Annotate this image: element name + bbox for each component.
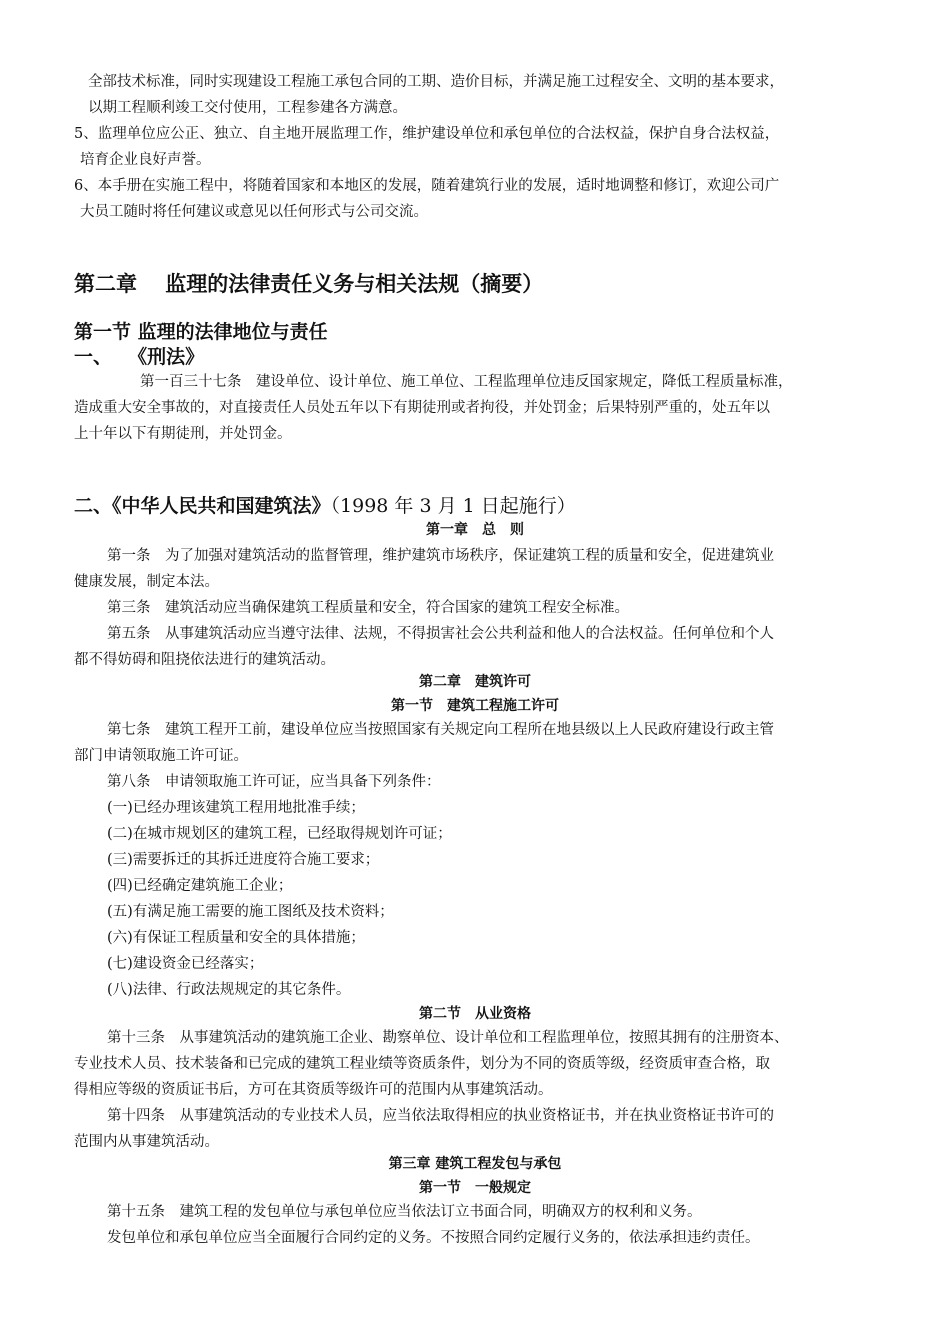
condition-item: (三)需要拆迁的其拆迁进度符合施工要求； [107,852,380,868]
building-law-title: 二、《中华人民共和国建筑法》 [74,495,331,517]
article-line: 第七条 建筑工程开工前，建设单位应当按照国家有关规定向工程所在地县级以上人民政府建设行政主管 [107,722,774,738]
article-line: 第一条 为了加强对建筑活动的监督管理，维护建筑市场秩序，保证建筑工程的质量和安全，促进建筑业 [107,548,774,564]
condition-item: (二)在城市规划区的建筑工程，已经取得规划许可证； [107,826,452,842]
article-line: 得相应等级的资质证书后，方可在其资质等级许可的范围内从事建筑活动。 [74,1082,553,1098]
article-line: 范围内从事建筑活动。 [74,1134,219,1150]
article-line: 都不得妨碍和阻挠依法进行的建筑活动。 [74,652,335,668]
intro-line: 大员工随时将任何建议或意见以任何形式与公司交流。 [80,204,428,220]
chapter-title: 第二章 监理的法律责任义务与相关法规（摘要） [74,272,544,296]
section-title: 第一节 监理的法律地位与责任 [74,321,328,343]
condition-item: (一)已经办理该建筑工程用地批准手续； [107,800,365,816]
condition-item: (四)已经确定建筑施工企业； [107,878,293,894]
intro-line: 以期工程顺利竣工交付使用，工程参建各方满意。 [88,100,407,116]
criminal-article-line: 上十年以下有期徒刑，并处罚金。 [74,426,292,442]
intro-line: 培育企业良好声誉。 [80,152,211,168]
building-law-heading [74,494,576,518]
intro-item-5: 5、监理单位应公正、独立、自主地开展监理工作，维护建设单位和承包单位的合法权益，保护自身合法权益， [74,126,780,142]
section-heading: 第一节 建筑工程施工许可 [391,698,559,714]
condition-item: (五)有满足施工需要的施工图纸及技术资料； [107,904,394,920]
chapter-heading: 第三章 建筑工程发包与承包 [388,1156,562,1172]
article-line: 第三条 建筑活动应当确保建筑工程质量和安全，符合国家的建筑工程安全标准。 [107,600,629,616]
criminal-article-line: 第一百三十七条 建设单位、设计单位、施工单位、工程监理单位违反国家规定，降低工程质量标准， [140,374,793,390]
article-line: 发包单位和承包单位应当全面履行合同约定的义务。不按照合同约定履行义务的，依法承担违约责任。 [107,1230,760,1246]
article-line: 部门申请领取施工许可证。 [74,748,248,764]
article-line: 第五条 从事建筑活动应当遵守法律、法规，不得损害社会公共利益和他人的合法权益。任何单位和个人 [107,626,774,642]
chapter-heading: 第一章 总 则 [426,522,524,538]
criminal-law-heading: 一、 《刑法》 [74,346,205,368]
intro-item-6: 6、本手册在实施工程中，将随着国家和本地区的发展，随着建筑行业的发展，适时地调整和修订，欢迎公司广 [74,178,780,194]
article-line: 第十四条 从事建筑活动的专业技术人员，应当依法取得相应的执业资格证书，并在执业资格证书许可的 [107,1108,774,1124]
building-law-date: （1998 年 3 月 1 日起施行） [330,495,576,517]
condition-item: (七)建设资金已经落实； [107,956,264,972]
condition-item: (六)有保证工程质量和安全的具体措施； [107,930,365,946]
article-line: 健康发展，制定本法。 [74,574,219,590]
intro-line: 全部技术标准，同时实现建设工程施工承包合同的工期、造价目标，并满足施工过程安全、文明的基本要求， [88,74,784,90]
section-heading: 第二节 从业资格 [419,1006,531,1022]
article-line: 第十五条 建筑工程的发包单位与承包单位应当依法订立书面合同，明确双方的权利和义务。 [107,1204,702,1220]
condition-item: (八)法律、行政法规规定的其它条件。 [107,982,351,998]
article-line: 第十三条 从事建筑活动的建筑施工企业、勘察单位、设计单位和工程监理单位，按照其拥有的注册资本、 [107,1030,789,1046]
chapter-heading: 第二章 建筑许可 [419,674,531,690]
article-line: 第八条 申请领取施工许可证，应当具备下列条件： [107,774,441,790]
article-line: 专业技术人员、技术装备和已完成的建筑工程业绩等资质条件，划分为不同的资质等级，经资质审查合格，取 [74,1056,770,1072]
section-heading: 第一节 一般规定 [419,1180,531,1196]
criminal-article-line: 造成重大安全事故的，对直接责任人员处五年以下有期徒刑或者拘役，并处罚金；后果特别严重的，处五年以 [74,400,770,416]
